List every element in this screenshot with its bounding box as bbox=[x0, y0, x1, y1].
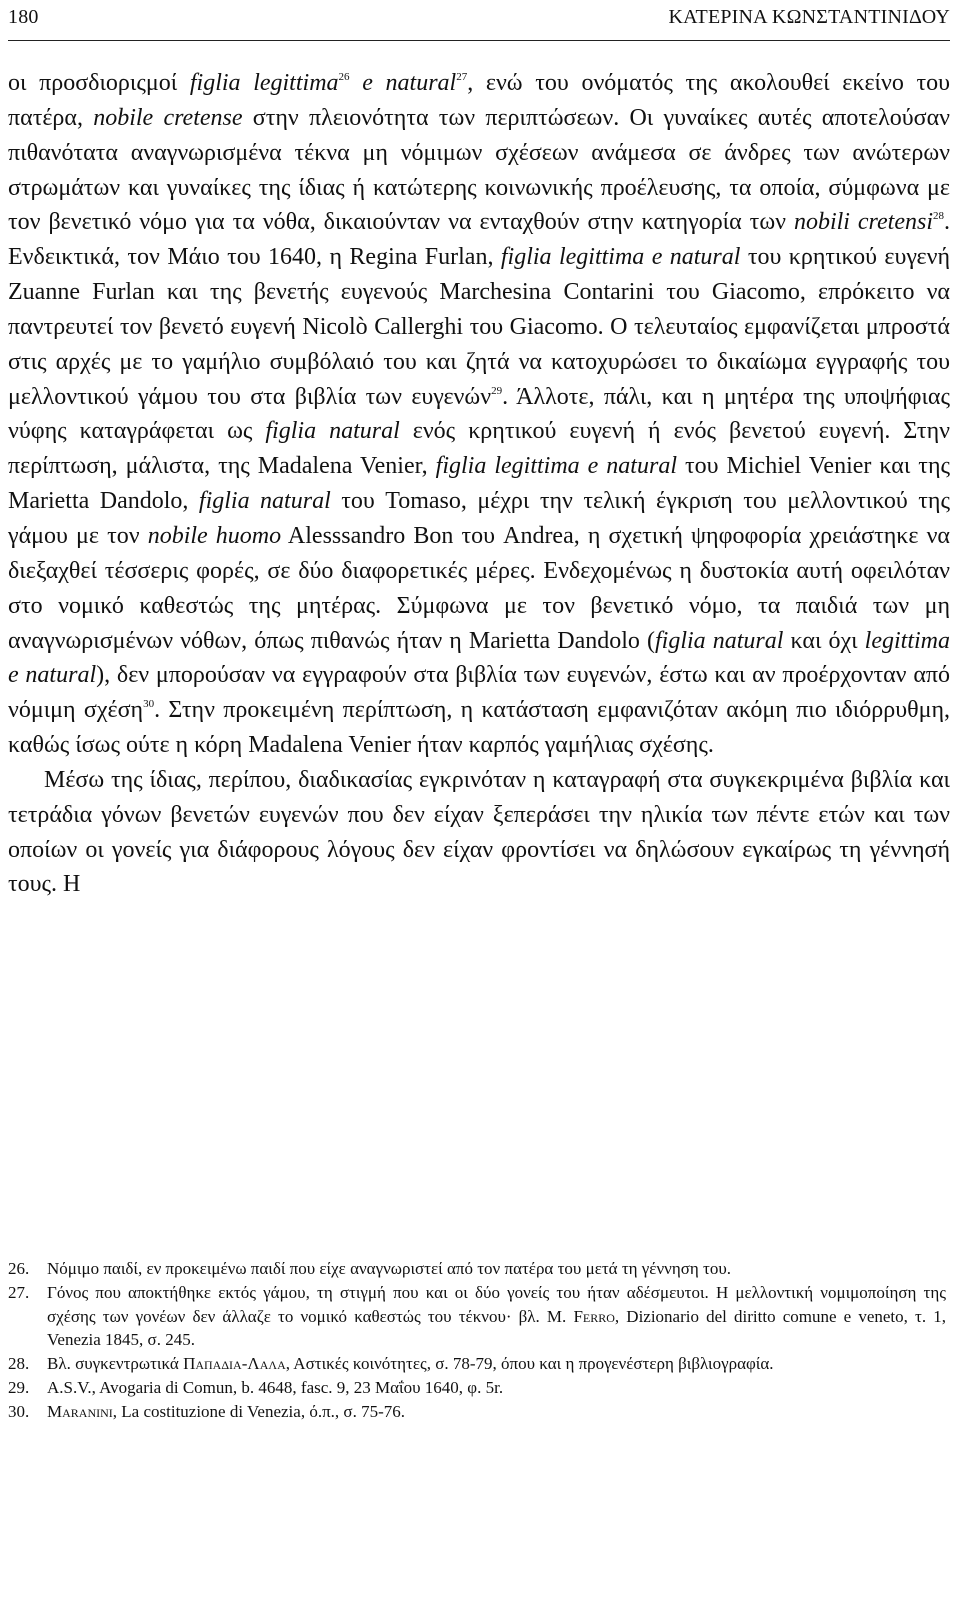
running-header bbox=[8, 6, 950, 36]
footnote bbox=[8, 1352, 946, 1376]
page-number: 180 bbox=[8, 6, 39, 28]
footnotes bbox=[8, 1257, 946, 1424]
footnote-number: 26. bbox=[8, 1259, 30, 1278]
main-text bbox=[8, 66, 950, 902]
footnote-text: Νόμιμο παιδί, εν προκειμένω παιδί που είχε αναγνωριστεί από τον πατέρα του μετά τη γέννηση του. bbox=[47, 1259, 732, 1278]
running-title: ΚΑΤΕΡΙΝΑ ΚΩΝΣΤΑΝΤΙΝΙΔΟΥ bbox=[668, 6, 950, 28]
footnote-text: Maranini, La costituzione di Venezia, ό.π., σ. 75-76. bbox=[47, 1401, 405, 1421]
paragraph-1: οι προσδιοριςμοί figlia legittima$^{26}$ e natural$^{27}$, ενώ του ονόματός της ακολουθεί εκείνο του πατέρα, nobile cretense στην πλειονότητα των περιπτώσεων. Οι γυναίκες αυτές αποτελούσαν πιθανότατα αναγνωρισμένα τέκνα μη νόμιμων σχέσεων ανάμεσα σε άνδρες των ανώτερων στρωμάτων και γυναίκες της ίδιας ή κατώτερης κοινωνικής προέλευσης, τα οποία, σύμφωνα με τον βενετικό νόμο για τα νόθα, δικαιούνταν να ενταχθούν στην κατηγορία των nobili cretensi$^{28}$. Ενδεικτικά, τον Μάιο του 1640, η Regina Furlan, figlia legittima e natural του κρητικού ευγενή Zuanne Furlan και της βενετής ευγενούς Marchesina Contarini του Giacomo, επρόκειτο να παντρευτεί τον βενετό ευγενή Nicolò Callerghi του Giacomo. Ο τελευταίος εμφανίζεται μπροστά στις αρχές με το γαμήλιο συμβόλαιό του και ζητά να κατοχυρώσει το δικαίωμα εγγραφής του μελλοντικού γάμου του στα βιβλία των ευγενών$^{29}$. Άλλοτε, πάλι, και η μητέρα της υποψήφιας νύφης καταγράφεται ως figlia natural ενός κρητικού ευγενή ή ενός βενετού ευγενή. Στην περίπτωση, μάλιστα, της Madalena Venier, figlia legittima e natural του Michiel Venier και της Marietta Dandolo, figlia natural του Tomaso, μέχρι την τελική έγκριση του μελλοντικού της γάμου με τον nobile huomo Alesssandro Bon του Andrea, η σχετική ψηφοφορία χρειάστηκε να διεξαχθεί τέσσερις φορές, σε δύο διαφορετικές μέρες. Ενδεχομένως η δυστοκία αυτή οφειλόταν στο νομικό καθεστώς της μητέρας. Σύμφωνα με τον βενετικό νόμο, τα παιδιά των μη αναγνωρισμένων νόθων, όπως πιθανώς ήταν η Marietta Dandolo (figlia natural και όχι legittima e natural), δεν μπορούσαν να εγγραφούν στα βιβλία των ευγενών, έστω και αν προέρχονταν από νόμιμη σχέση$^{30}$. Στην προκειμένη περίπτωση, η κατάσταση εμφανιζόταν ακόμη πιο ιδιόρρυθμη, καθώς ίσως ούτε η κόρη Madalena Venier ήταν καρπός γαμήλιας σχέσης. bbox=[8, 70, 951, 759]
footnote-number: 28. bbox=[8, 1354, 30, 1374]
footnote bbox=[8, 1281, 946, 1352]
paragraph-2: Μέσω της ίδιας, περίπου, διαδικασίας εγκρινόταν η καταγραφή στα συγκεκριμένα βιβλία και τετράδια γόνων βενετών ευγενών που δεν είχαν ξεπεράσει την ηλικία των πέντε ετών και των οποίων οι γονείς για διάφορους λόγους δεν είχαν φροντίσει να δηλώσουν εγκαίρως τη γέννησή τους. Η bbox=[8, 766, 950, 898]
footnote-text: Βλ. συγκεντρωτικά Παπαδια-Λαλα, Αστικές κοινότητες, σ. 78-79, όπου και η προγενέστερη βιβλιογραφία. bbox=[47, 1354, 774, 1374]
footnote bbox=[8, 1257, 946, 1281]
footnote bbox=[8, 1376, 946, 1400]
footnote-text: Γόνος που αποκτήθηκε εκτός γάμου, τη στιγμή που και οι δύο γονείς του ήταν αδέσμευτοι. Η μελλοντική νομιμοποίηση της σχέσης των γονέων δεν άλλαζε το νομικό καθεστώς του τέκνου· βλ. M. Ferro, Dizionario del diritto comune e veneto, τ. 1, Venezia 1845, σ. 245. bbox=[47, 1282, 946, 1350]
footnote-text: A.S.V., Avogaria di Comun, b. 4648, fasc. 9, 23 Μαΐου 1640, φ. 5r. bbox=[47, 1377, 504, 1397]
footnote-number: 30. bbox=[8, 1401, 30, 1421]
footnote-number: 29. bbox=[8, 1377, 30, 1397]
footnote bbox=[8, 1400, 946, 1424]
header-rule bbox=[8, 40, 950, 41]
footnote-number: 27. bbox=[8, 1282, 30, 1302]
